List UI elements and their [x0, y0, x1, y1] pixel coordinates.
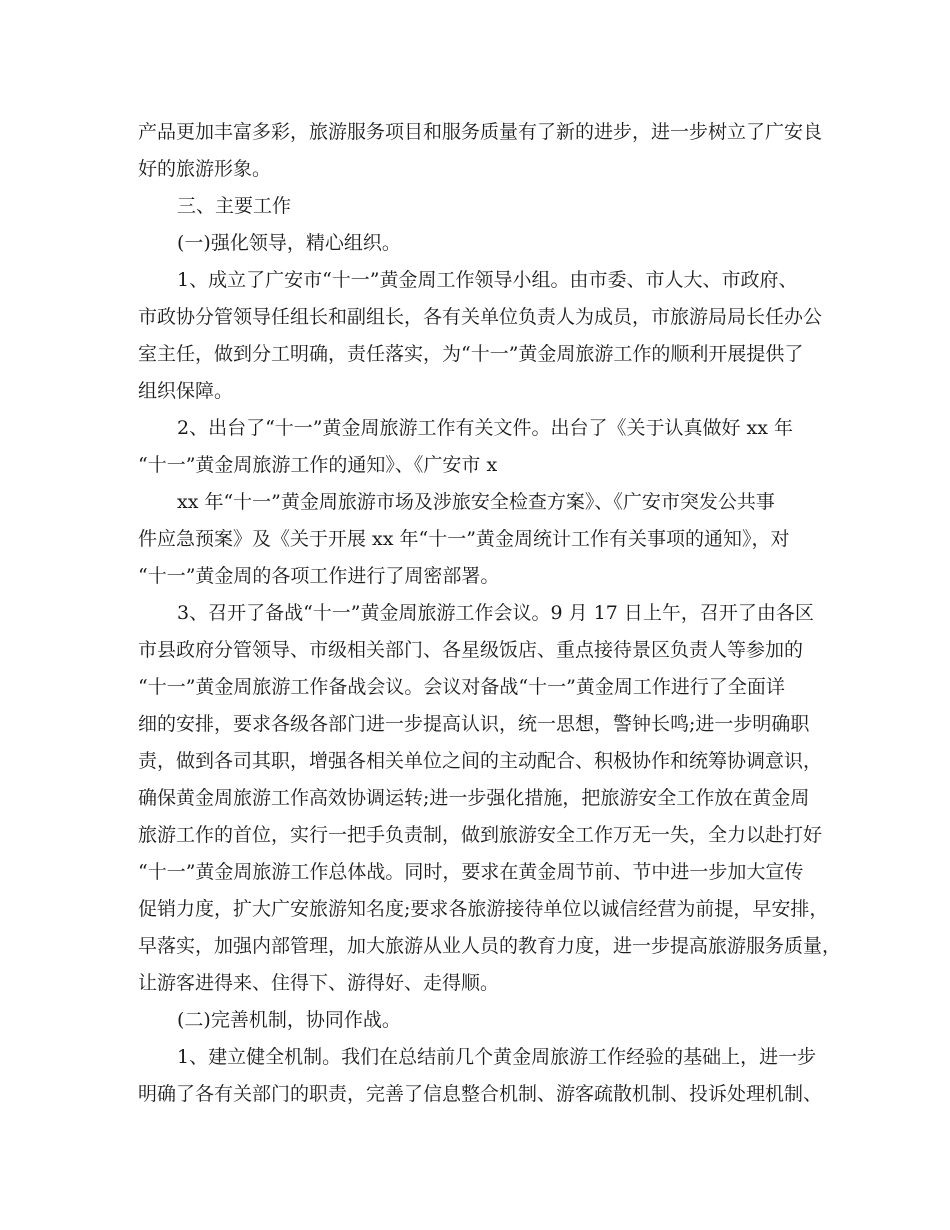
text-line: 产品更加丰富多彩，旅游服务项目和服务质量有了新的进步，进一步树立了广安良 — [138, 121, 823, 143]
text-line: 好的旅游形象。 — [138, 158, 272, 180]
text-line: “十一”黄金周旅游工作备战会议。会议对备战“十一”黄金周工作进行了全面详 — [138, 676, 785, 698]
text-line: 1、建立健全机制。我们在总结前几个黄金周旅游工作经验的基础上，进一步 — [177, 1046, 817, 1068]
text-line: 市政协分管领导任组长和副组长，各有关单位负责人为成员，市旅游局局长任办公 — [138, 306, 823, 328]
subsection-heading: (二)完善机制，协同作战。 — [177, 1009, 401, 1031]
text-line: “十一”黄金周旅游工作总体战。同时，要求在黄金周节前、节中进一步加大宣传 — [138, 861, 804, 883]
text-line: 旅游工作的首位，实行一把手负责制，做到旅游安全工作万无一失，全力以赴打好 — [138, 824, 823, 846]
subsection-heading: (一)强化领导，精心组织。 — [177, 232, 401, 254]
text-line: 室主任，做到分工明确，责任落实，为“十一”黄金周旅游工作的顺利开展提供了 — [138, 343, 804, 365]
text-line: 早落实，加强内部管理，加大旅游从业人员的教育力度，进一步提高旅游服务质量， — [138, 935, 842, 957]
text-line: 3、召开了备战“十一”黄金周旅游工作会议。9 月 17 日上午，召开了由各区 — [177, 602, 814, 624]
text-line: 明确了各有关部门的职责，完善了信息整合机制、游客疏散机制、投诉处理机制、 — [138, 1083, 823, 1105]
text-line: 细的安排，要求各级各部门进一步提高认识，统一思想，警钟长鸣;进一步明确职 — [138, 713, 810, 735]
text-line: 件应急预案》及《关于开展 xx 年“十一”黄金周统计工作有关事项的通知》，对 — [138, 528, 790, 550]
text-line: 2、出台了“十一”黄金周旅游工作有关文件。出台了《关于认真做好 xx 年 — [177, 417, 794, 439]
text-line: “十一”黄金周旅游工作的通知》、《广安市 x — [138, 454, 498, 476]
text-line: 责，做到各司其职，增强各相关单位之间的主动配合、积极协作和统筹协调意识， — [138, 750, 823, 772]
text-line: 组织保障。 — [138, 380, 234, 402]
text-line: 1、成立了广安市“十一”黄金周工作领导小组。由市委、市人大、市政府、 — [177, 269, 798, 291]
text-line: 促销力度，扩大广安旅游知名度;要求各旅游接待单位以诚信经营为前提，早安排， — [138, 898, 829, 920]
text-line: 市县政府分管领导、市级相关部门、各星级饭店、重点接待景区负责人等参加的 — [138, 639, 804, 661]
section-heading: 三、主要工作 — [177, 195, 292, 217]
text-line: xx 年“十一”黄金周旅游市场及涉旅安全检查方案》、《广安市突发公共事 — [177, 491, 775, 513]
text-line: “十一”黄金周的各项工作进行了周密部署。 — [138, 565, 500, 587]
text-line: 确保黄金周旅游工作高效协调运转;进一步强化措施，把旅游安全工作放在黄金周 — [138, 787, 810, 809]
text-line: 让游客进得来、住得下、游得好、走得顺。 — [138, 972, 500, 994]
